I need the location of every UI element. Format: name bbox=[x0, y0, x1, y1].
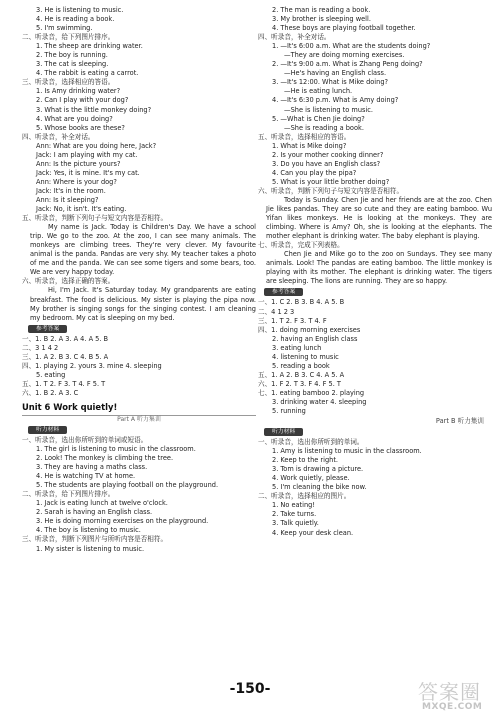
section-heading: 六、1. B 2. A 3. C bbox=[22, 388, 79, 397]
part-a-row bbox=[22, 415, 256, 424]
text-line: 3. —It's 12:00. What is Mike doing? bbox=[272, 78, 389, 87]
text-line: —She is listening to music. bbox=[284, 105, 373, 114]
text-line: 1. Amy is listening to music in the classroom. bbox=[272, 447, 422, 456]
text-line: Jack: I am playing with my cat. bbox=[36, 150, 138, 159]
passage-text: My name is Jack. Today is Children's Day. We have a school trip. We go to the zoo. At the zoo, I can see many animals. The monkeys are climbing trees. They're very clever. My favourite animal is the panda. Pandas are very shy. My teacher takes a photo of me and the panda. We can see some tigers and some bears, too. We are very happy today. bbox=[30, 223, 256, 277]
part-label: Part B 听力集训 bbox=[435, 417, 484, 426]
section-heading: 二、听录音，给下列图片排序。 bbox=[22, 33, 115, 42]
text-line: 2. having an English class bbox=[272, 334, 358, 343]
text-line: 4. The rabbit is eating a carrot. bbox=[36, 69, 139, 78]
text-line: 2. The boy is running. bbox=[36, 51, 108, 60]
text-line: 3. Talk quietly. bbox=[272, 519, 319, 528]
section-heading: 一、1. C 2. B 3. B 4. A 5. B bbox=[258, 298, 345, 307]
section-badge: 参考答案 bbox=[264, 288, 303, 296]
text-line: —They are doing morning exercises. bbox=[284, 51, 405, 60]
section-heading: 一、听录音，选出你所听到的单词或短语。 bbox=[22, 435, 148, 444]
text-line: Jack: It's in the room. bbox=[36, 186, 106, 195]
text-line: 4. The boy is listening to music. bbox=[36, 526, 141, 535]
section-badge-row bbox=[258, 426, 492, 438]
text-line: 1. No eating! bbox=[272, 501, 315, 510]
section-badge: 听力材料 bbox=[28, 426, 67, 434]
text-line: 3. He is doing morning exercises on the playground. bbox=[36, 517, 209, 526]
unit-title: Unit 6 Work quietly! bbox=[22, 401, 118, 412]
text-line: 5. reading a book bbox=[272, 361, 330, 370]
text-line: —He's having an English class. bbox=[284, 69, 387, 78]
text-line: 3. drinking water 4. sleeping bbox=[272, 397, 367, 406]
section-heading: 六、听录音，选择正确的答案。 bbox=[22, 277, 115, 286]
section-heading: 四、听录音，补全对话。 bbox=[22, 132, 95, 141]
section-heading: 四、1. doing morning exercises bbox=[258, 325, 361, 334]
text-line: 2. The man is reading a book. bbox=[272, 6, 371, 14]
text-line: 5. The students are playing football on the playground. bbox=[36, 481, 219, 490]
text-line: Jack: No, it isn't. It's eating. bbox=[36, 205, 127, 214]
section-heading: 四、1. playing 2. yours 3. mine 4. sleeping bbox=[22, 361, 162, 370]
section-heading: 三、听录音，选择相应的答语。 bbox=[22, 78, 115, 87]
passage-text: Chen Jie and Mike go to the zoo on Sundays. They see many animals. Look! The pandas are eating bamboo. The little monkey is playing with its mother. The elephant is drinking water. The tigers are sleeping. The lions are running. They are so happy. bbox=[266, 250, 492, 286]
section-badge: 参考答案 bbox=[28, 325, 67, 333]
text-line: 1. Is Amy drinking water? bbox=[36, 87, 121, 96]
text-line: 2. Take turns. bbox=[272, 510, 317, 519]
text-line: 2. Look! The monkey is climbing the tree. bbox=[36, 454, 174, 463]
section-heading: 七、1. eating bamboo 2. playing bbox=[258, 388, 365, 397]
section-heading: 一、1. B 2. A 3. A 4. A 5. B bbox=[22, 334, 109, 343]
section-heading: 六、1. F 2. T 3. F 4. F 5. T bbox=[258, 379, 341, 388]
section-badge: 听力材料 bbox=[264, 428, 303, 436]
section-heading: 五、1. A 2. B 3. C 4. A 5. A bbox=[258, 370, 345, 379]
watermark-glyphs: 答案圈 bbox=[418, 680, 481, 704]
text-line: Ann: Is the picture yours? bbox=[36, 159, 121, 168]
unit-heading bbox=[22, 401, 256, 414]
text-line: —He is eating lunch. bbox=[284, 87, 353, 96]
section-heading: 三、1. A 2. B 3. C 4. B 5. A bbox=[22, 352, 109, 361]
text-line: Ann: Is it sleeping? bbox=[36, 195, 99, 204]
left-column bbox=[22, 6, 256, 554]
text-line: 4. He is reading a book. bbox=[36, 15, 115, 24]
text-line: 1. The sheep are drinking water. bbox=[36, 42, 143, 51]
section-heading: 三、听录音，判断下列图片与所听内容是否相符。 bbox=[22, 535, 168, 544]
text-line: 5. I'm swimming. bbox=[36, 24, 93, 33]
text-line: Jack: Yes, it is mine. It's my cat. bbox=[36, 168, 140, 177]
text-line: 5. —What is Chen Jie doing? bbox=[272, 114, 365, 123]
text-line: —She is reading a book. bbox=[284, 123, 364, 132]
section-heading: 三、1. T 2. F 3. T 4. F bbox=[258, 316, 327, 325]
text-line: 3. What is the little monkey doing? bbox=[36, 105, 152, 114]
text-line: 4. What are you doing? bbox=[36, 114, 113, 123]
text-line: 4. Can you play the pipa? bbox=[272, 168, 357, 177]
text-line: 1. What is Mike doing? bbox=[272, 141, 347, 150]
text-line: 3. He is listening to music. bbox=[36, 6, 124, 14]
text-line: 1. My sister is listening to music. bbox=[36, 544, 145, 553]
section-heading: 六、听录音，判断下列句子与短文内容是否相符。 bbox=[258, 186, 404, 195]
text-line: 5. running bbox=[272, 407, 306, 416]
section-badge-row bbox=[22, 424, 256, 436]
watermark-logo bbox=[408, 676, 498, 718]
text-line: 2. Sarah is having an English class. bbox=[36, 508, 153, 517]
text-line: 2. —It's 9:00 a.m. What is Zhang Peng doing? bbox=[272, 60, 423, 69]
text-line: 3. The cat is sleeping. bbox=[36, 60, 109, 69]
text-line: 3. They are having a maths class. bbox=[36, 463, 148, 472]
section-heading: 二、听录音，选择相应的图片。 bbox=[258, 492, 351, 501]
text-line: Ann: What are you doing here, Jack? bbox=[36, 141, 157, 150]
section-heading: 二、4 1 2 3 bbox=[258, 307, 295, 316]
section-badge-row bbox=[258, 286, 492, 298]
section-heading: 二、听录音，给下列图片排序。 bbox=[22, 490, 115, 499]
section-heading: 五、听录音，选择相应的答语。 bbox=[258, 132, 351, 141]
part-label: Part A 听力集训 bbox=[117, 415, 161, 423]
section-heading: 四、听录音，补全对话。 bbox=[258, 33, 331, 42]
section-heading: 二、3 1 4 2 bbox=[22, 343, 59, 352]
text-line: 5. What is your little brother doing? bbox=[272, 177, 390, 186]
text-line: 2. Can I play with your dog? bbox=[36, 96, 129, 105]
text-line: 3. My brother is sleeping well. bbox=[272, 15, 371, 24]
text-line: 1. Jack is eating lunch at twelve o'clock. bbox=[36, 499, 168, 508]
text-line: 3. Tom is drawing a picture. bbox=[272, 465, 364, 474]
text-line: 4. These boys are playing football together. bbox=[272, 24, 416, 33]
text-line: 3. eating lunch bbox=[272, 343, 322, 352]
text-line: 3. Do you have an English class? bbox=[272, 159, 381, 168]
text-line: 4. Work quietly, please. bbox=[272, 474, 350, 483]
text-line: 4. listening to music bbox=[272, 352, 339, 361]
text-line: 5. Whose books are these? bbox=[36, 123, 125, 132]
text-line: 5. eating bbox=[36, 370, 66, 379]
section-heading: 七、听录音，完成下列表格。 bbox=[258, 241, 344, 250]
section-heading: 五、听录音，判断下列句子与短文内容是否相符。 bbox=[22, 214, 168, 223]
passage-text: Hi, I'm Jack. It's Saturday today. My grandparents are eating breakfast. The food is delicious. My sister is playing the pipa now. My brother is singing songs for the singing contest. I am cleaning my bedroom. My cat is sleeping on my bed. bbox=[30, 286, 256, 322]
section-heading: 五、1. T 2. F 3. T 4. F 5. T bbox=[22, 379, 106, 388]
page-number: -150- bbox=[229, 681, 271, 697]
section-heading: 一、听录音，选出你所听到的单词。 bbox=[258, 438, 364, 447]
text-line: 2. Keep to the right. bbox=[272, 456, 338, 465]
text-line: 1. The girl is listening to music in the classroom. bbox=[36, 445, 196, 454]
text-line: 4. Keep your desk clean. bbox=[272, 528, 354, 537]
text-line: 1. —It's 6:00 a.m. What are the students doing? bbox=[272, 42, 431, 51]
right-column bbox=[258, 6, 492, 538]
section-badge-row bbox=[22, 323, 256, 335]
text-line: 2. Is your mother cooking dinner? bbox=[272, 150, 384, 159]
text-line: 4. He is watching TV at home. bbox=[36, 472, 136, 481]
passage-text: Today is Sunday. Chen Jie and her friends are at the zoo. Chen Jie likes pandas. They are so cute and they are eating bamboo. Wu Yifan likes monkeys. He is looking at the monkeys. They are climbing. Where is Amy? Oh, she is looking at the elephants. The mother elephant is drinking water. The baby elephant is playing. bbox=[266, 195, 492, 241]
text-line: Ann: Where is your dog? bbox=[36, 177, 117, 186]
watermark-url: MXQE.COM bbox=[422, 702, 483, 712]
text-line: 4. —It's 6:30 p.m. What is Amy doing? bbox=[272, 96, 399, 105]
text-line: 5. I'm cleaning the bike now. bbox=[272, 483, 367, 492]
